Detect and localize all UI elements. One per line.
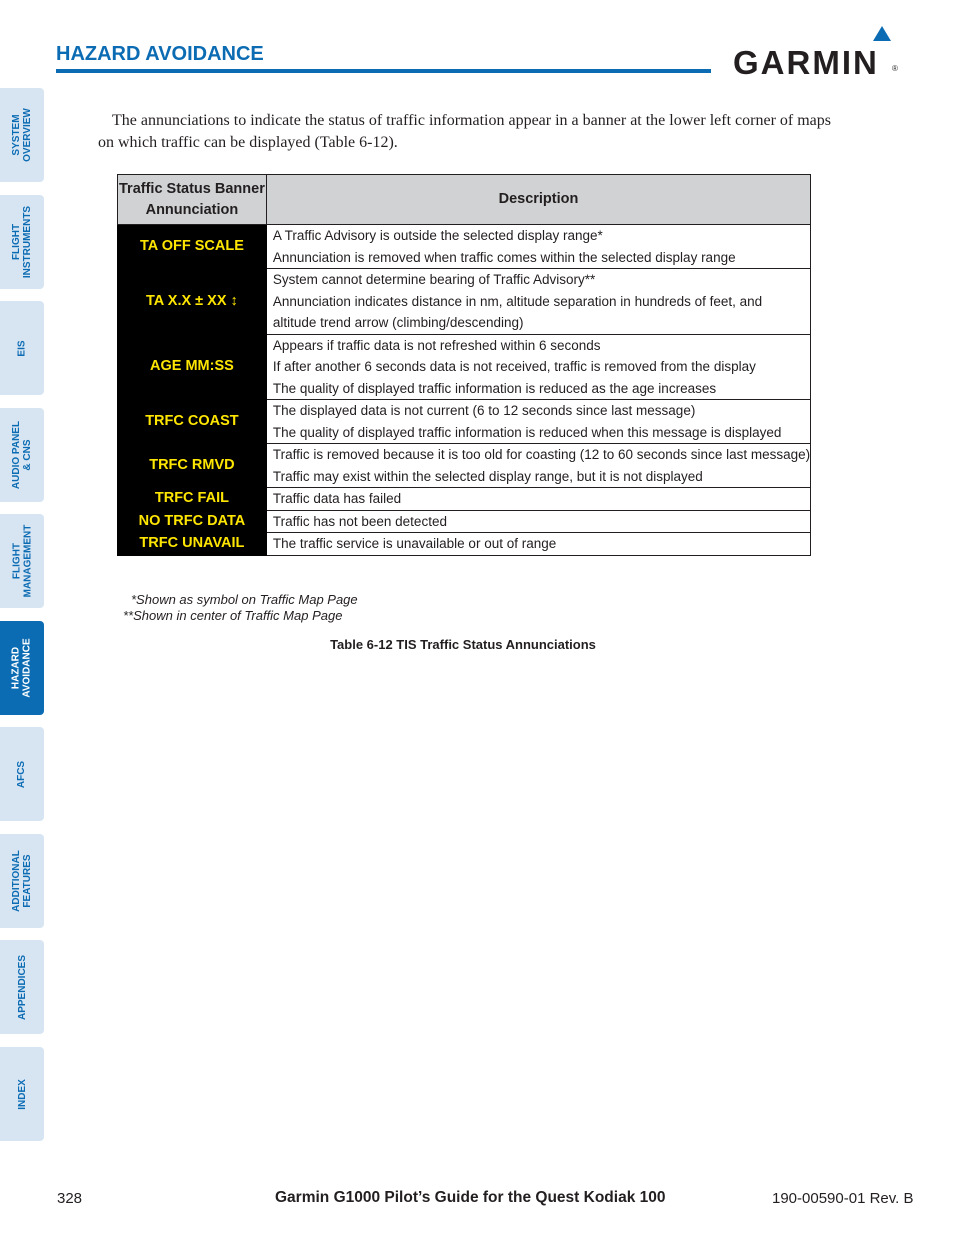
table-row: [118, 533, 811, 556]
description-cell: The traffic service is unavailable or out of range: [266, 533, 810, 556]
tab-afcs[interactable]: [0, 727, 44, 821]
intro-paragraph: The annunciations to indicate the status of traffic information appear in a banner at the lower left corner of maps on which traffic can be displayed (Table 6-12).: [98, 112, 831, 151]
description-cell: A Traffic Advisory is outside the selected display range* Annunciation is removed when traffic comes within the selected display range: [266, 225, 810, 269]
annunciation-cell: AGE MM:SS: [118, 334, 267, 400]
section-title: HAZARD AVOIDANCE: [56, 43, 264, 65]
tab-label: FLIGHT MANAGEMENT: [11, 524, 33, 598]
col-description-header: Description: [266, 175, 810, 225]
tab-audio-panel-cns[interactable]: [0, 408, 44, 502]
description-cell: Appears if traffic data is not refreshed within 6 seconds If after another 6 seconds data is not received, traffic is removed from the display The quality of displayed traffic information is reduced as the age increases: [266, 334, 810, 400]
annunciation-cell: TRFC FAIL: [118, 488, 267, 511]
tab-label: APPENDICES: [16, 954, 28, 1020]
table-row: [118, 400, 811, 444]
table-row: [118, 269, 811, 335]
tab-label: HAZARD AVOIDANCE: [11, 638, 34, 698]
table-row: [118, 225, 811, 269]
logo-registered-mark: ®: [892, 64, 898, 73]
tab-label: SYSTEM OVERVIEW: [11, 108, 33, 162]
footnote-single: *Shown as symbol on Traffic Map Page: [131, 592, 358, 607]
document-number: 190-00590-01 Rev. B: [772, 1190, 914, 1207]
table-row: [118, 510, 811, 533]
tab-flight-management[interactable]: [0, 514, 44, 608]
table-caption: Table 6-12 TIS Traffic Status Annunciations: [330, 637, 596, 652]
tab-flight-instruments[interactable]: [0, 195, 44, 289]
page-number: 328: [57, 1190, 83, 1207]
col-annunciation-header: Traffic Status Banner Annunciation: [118, 175, 267, 225]
tab-hazard-avoidance[interactable]: [0, 621, 44, 715]
tab-label: FLIGHT INSTRUMENTS: [11, 205, 34, 279]
tab-label: ADDITIONAL FEATURES: [11, 850, 34, 912]
description-cell: Traffic is removed because it is too old for coasting (12 to 60 seconds since last message) Traffic may exist within the selected display range, but it is not displayed: [266, 444, 810, 488]
tab-system-overview[interactable]: [0, 88, 44, 182]
annunciation-cell: TA OFF SCALE: [118, 225, 267, 269]
tab-label: INDEX: [16, 1078, 28, 1110]
description-cell: Traffic has not been detected: [266, 510, 810, 533]
annunciation-cell: TRFC COAST: [118, 400, 267, 444]
annunciation-cell: NO TRFC DATA: [118, 510, 267, 533]
header-rule: [56, 69, 711, 73]
traffic-status-table: [117, 174, 811, 556]
tab-label: EIS: [16, 339, 28, 357]
tab-label: AUDIO PANEL & CNS: [11, 420, 33, 490]
tab-additional-features[interactable]: [0, 834, 44, 928]
description-cell: The displayed data is not current (6 to 12 seconds since last message) The quality of displayed traffic information is reduced when this message is displayed: [266, 400, 810, 444]
description-cell: Traffic data has failed: [266, 488, 810, 511]
annunciation-cell: TRFC UNAVAIL: [118, 533, 267, 556]
garmin-logo: [733, 26, 901, 81]
annunciation-cell: TA X.X ± XX ↕: [118, 269, 267, 335]
table-row: [118, 488, 811, 511]
tab-index[interactable]: [0, 1047, 44, 1141]
table-row: [118, 334, 811, 400]
footnote-double: **Shown in center of Traffic Map Page: [123, 608, 343, 623]
tab-label: AFCS: [16, 760, 28, 788]
footer-title: Garmin G1000 Pilot’s Guide for the Quest Kodiak 100: [275, 1189, 666, 1206]
logo-triangle-icon: [873, 26, 891, 41]
annunciation-cell: TRFC RMVD: [118, 444, 267, 488]
logo-text: GARMIN: [733, 44, 879, 81]
description-cell: System cannot determine bearing of Traffic Advisory** Annunciation indicates distance in nm, altitude separation in hundreds of feet, and altitude trend arrow (climbing/descending): [266, 269, 810, 335]
table-header-row: [118, 175, 811, 225]
tab-eis[interactable]: [0, 301, 44, 395]
tab-appendices[interactable]: [0, 940, 44, 1034]
table-row: [118, 444, 811, 488]
